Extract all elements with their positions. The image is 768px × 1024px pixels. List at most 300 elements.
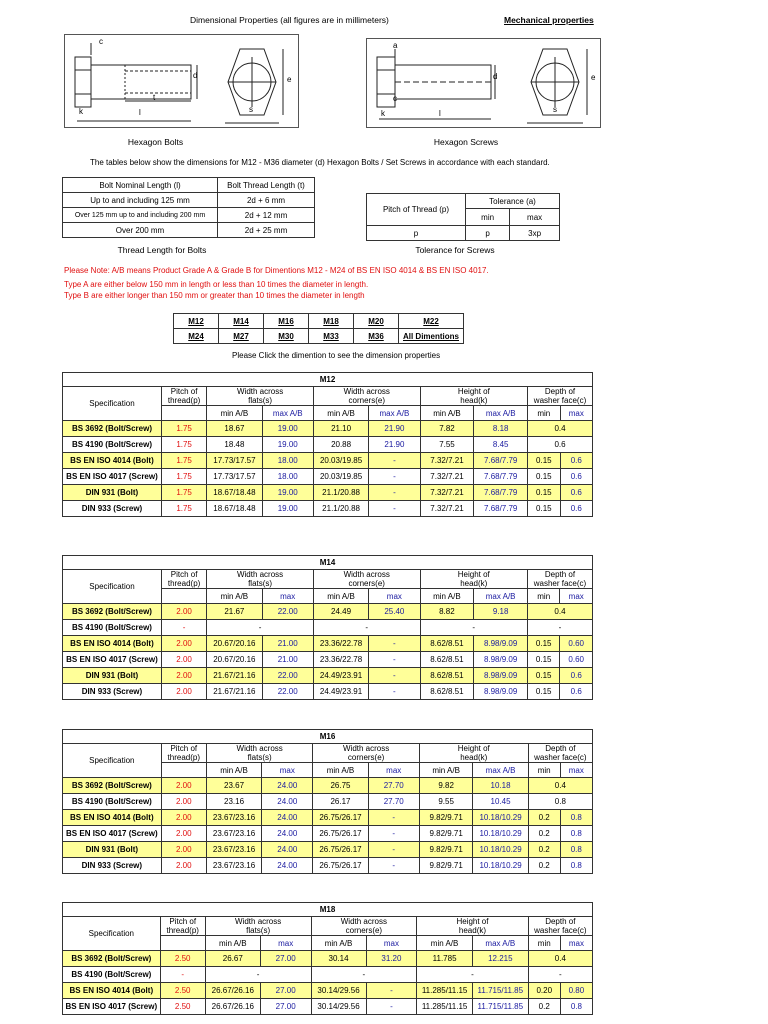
col-subheader: max (366, 936, 417, 951)
height-min: 8.62/8.51 (420, 684, 474, 700)
spec-name[interactable]: DIN 933 (Screw) (63, 501, 162, 517)
label-e: e (287, 75, 292, 84)
dimension-link-m22[interactable]: M22 (399, 314, 464, 329)
width-max: 18.00 (262, 453, 313, 469)
washer-max: 0.6 (560, 485, 592, 501)
col-subheader (161, 589, 206, 604)
corners-max: - (369, 684, 420, 700)
table-row (63, 810, 593, 826)
height-min: 9.82/9.71 (419, 810, 473, 826)
col-header-washer: Depth of washer face(c) (528, 744, 592, 763)
washer-max: 0.6 (560, 469, 592, 485)
label-l: l (139, 108, 141, 117)
washer-max: 0.80 (560, 983, 592, 999)
hexagon-screw-drawing (366, 38, 601, 128)
col-subheader (161, 406, 206, 421)
pitch-value: 1.75 (161, 453, 206, 469)
width-max: 27.00 (260, 951, 311, 967)
dimension-link-m16[interactable]: M16 (264, 314, 309, 329)
col-subheader: min A/B (417, 936, 473, 951)
dimension-link-m33[interactable]: M33 (309, 329, 354, 344)
hexagon-bolt-drawing (64, 34, 299, 128)
washer-min: 0.2 (528, 999, 560, 1015)
col-subheader: min A/B (205, 936, 260, 951)
col-subheader: max (260, 936, 311, 951)
screw-diagram-icon (367, 39, 600, 127)
pitch-value: 2.00 (161, 652, 206, 668)
washer-value: 0.6 (528, 437, 593, 453)
spec-name[interactable]: DIN 933 (Screw) (63, 684, 162, 700)
washer-value: - (528, 967, 592, 983)
table-row (63, 983, 593, 999)
dimension-link-m27[interactable]: M27 (219, 329, 264, 344)
width-min: 26.67/26.16 (205, 983, 260, 999)
corners-min: 26.75/26.17 (313, 858, 368, 874)
col-subheader: max A/B (262, 406, 313, 421)
spec-name[interactable]: BS EN ISO 4014 (Bolt) (63, 453, 162, 469)
height-min: 8.62/8.51 (420, 636, 474, 652)
table-row (63, 437, 593, 453)
dimension-link-m14[interactable]: M14 (219, 314, 264, 329)
table-row (63, 842, 593, 858)
dimension-link-m20[interactable]: M20 (354, 314, 399, 329)
height-min: 11.285/11.15 (417, 983, 473, 999)
spec-name[interactable]: DIN 931 (Bolt) (63, 668, 162, 684)
col-header-height: Height of head(k) (417, 917, 528, 936)
table-row (63, 999, 593, 1015)
corners-max: - (369, 485, 420, 501)
table-cell: Over 125 mm up to and including 200 mm (63, 208, 218, 223)
col-subheader: min A/B (207, 406, 262, 421)
spec-name[interactable]: BS 3692 (Bolt/Screw) (63, 604, 162, 620)
width-max: 24.00 (262, 842, 313, 858)
washer-value: 0.4 (527, 604, 592, 620)
height-max: 10.18/10.29 (473, 858, 528, 874)
height-max: 7.68/7.79 (474, 501, 528, 517)
spec-name[interactable]: BS EN ISO 4014 (Bolt) (63, 983, 161, 999)
col-subheader: min A/B (313, 406, 368, 421)
height-min: 9.82/9.71 (419, 842, 473, 858)
spec-table-m16 (62, 729, 593, 874)
height-min: 7.55 (420, 437, 474, 453)
spec-table-m18 (62, 902, 593, 1015)
pitch-value: 2.50 (160, 999, 205, 1015)
washer-value: 0.4 (528, 951, 592, 967)
col-header-spec: Specification (63, 570, 162, 604)
height-max: 11.715/11.85 (472, 999, 528, 1015)
spec-table-m14 (62, 555, 593, 700)
pitch-value: 1.75 (161, 501, 206, 517)
corners-max: - (368, 842, 419, 858)
spec-name[interactable]: BS 4190 (Bolt/Screw) (63, 967, 161, 983)
corners-min: 24.49/23.91 (313, 668, 368, 684)
width-max: 19.00 (262, 437, 313, 453)
corners-max: 21.90 (369, 421, 420, 437)
washer-min: 0.15 (527, 668, 559, 684)
pitch-value: 2.00 (161, 778, 206, 794)
width-max: 22.00 (262, 604, 313, 620)
label-l: l (439, 109, 441, 118)
width-max: 27.00 (260, 983, 311, 999)
spec-name[interactable]: DIN 931 (Bolt) (63, 485, 162, 501)
col-header-washer: Depth of washer face(c) (528, 387, 593, 406)
table-cell: Up to and including 125 mm (63, 193, 218, 208)
bolt-caption: Hexagon Bolts (127, 137, 184, 147)
pitch-value: 2.50 (160, 983, 205, 999)
height-max: 10.45 (473, 794, 528, 810)
dimension-link-m30[interactable]: M30 (264, 329, 309, 344)
col-header-height: Height of head(k) (420, 387, 527, 406)
height-max: 10.18/10.29 (473, 810, 528, 826)
table-title: M18 (63, 903, 593, 917)
table-cell: 2d + 6 mm (218, 193, 315, 208)
label-s: s (553, 105, 557, 114)
corners-max: - (368, 826, 419, 842)
table-row (63, 951, 593, 967)
table-row (63, 794, 593, 810)
table-cell: 2d + 12 mm (218, 208, 315, 223)
dimension-link-all-dimentions[interactable]: All Dimentions (399, 329, 464, 344)
corners-max: - (368, 810, 419, 826)
pitch-value: 1.75 (161, 469, 206, 485)
width-min: 20.67/20.16 (207, 652, 262, 668)
corners-max: - (369, 636, 420, 652)
washer-max: 0.6 (560, 501, 592, 517)
height-min: 8.62/8.51 (420, 652, 474, 668)
washer-max: 0.6 (560, 684, 593, 700)
table-cell: 3xp (510, 226, 560, 241)
height-max: 7.68/7.79 (474, 453, 528, 469)
mechanical-properties-link[interactable]: Mechanical properties (504, 15, 594, 25)
table-cell: p (367, 226, 466, 241)
height-max: 10.18/10.29 (473, 826, 528, 842)
col-header-corners: Width across corners(e) (313, 387, 420, 406)
col-header: Bolt Thread Length (t) (218, 178, 315, 193)
washer-max: 0.60 (560, 652, 593, 668)
table-row (63, 485, 593, 501)
spec-name[interactable]: BS 4190 (Bolt/Screw) (63, 437, 162, 453)
corners-min: 20.03/19.85 (313, 453, 368, 469)
col-subheader: max A/B (474, 406, 528, 421)
width-min: 18.67/18.48 (207, 485, 262, 501)
width-max: 21.00 (262, 652, 313, 668)
label-d: d (193, 71, 198, 80)
pitch-value: 2.00 (161, 826, 206, 842)
table-row (63, 636, 593, 652)
washer-min: 0.15 (528, 501, 560, 517)
col-header: Pitch of Thread (p) (367, 194, 466, 226)
height-max: 10.18 (473, 778, 528, 794)
col-header-width: Width across flats(s) (205, 917, 311, 936)
washer-value: 0.8 (528, 794, 592, 810)
corners-value: - (311, 967, 417, 983)
height-min: 8.82 (420, 604, 474, 620)
note-type-b: Type B are either longer than 150 mm or greater than 10 times the diameter in length (64, 291, 365, 300)
thread-length-caption: Thread Length for Bolts (117, 245, 207, 255)
height-min: 7.82 (420, 421, 474, 437)
col-header-height: Height of head(k) (419, 744, 528, 763)
pitch-value: 2.00 (161, 684, 206, 700)
col-subheader: min A/B (311, 936, 366, 951)
col-subheader: max (369, 589, 420, 604)
col-header-pitch: Pitch of thread(p) (161, 387, 206, 406)
label-d: d (493, 72, 498, 81)
width-min: 26.67 (205, 951, 260, 967)
washer-min: 0.15 (527, 652, 559, 668)
col-subheader: max A/B (369, 406, 420, 421)
col-subheader: max (262, 763, 313, 778)
corners-min: 20.88 (313, 437, 368, 453)
dimension-link-m18[interactable]: M18 (309, 314, 354, 329)
pitch-value: 2.00 (161, 636, 206, 652)
col-subheader: min A/B (207, 589, 262, 604)
col-header-width: Width across flats(s) (207, 387, 314, 406)
col-subheader: min A/B (420, 589, 474, 604)
thread-length-table (62, 177, 315, 238)
height-value: - (417, 967, 528, 983)
table-row (63, 604, 593, 620)
height-min: 8.62/8.51 (420, 668, 474, 684)
table-title: M12 (63, 373, 593, 387)
label-k: k (381, 109, 385, 118)
width-max: 24.00 (262, 810, 313, 826)
dimension-link-m36[interactable]: M36 (354, 329, 399, 344)
table-row (63, 652, 593, 668)
corners-min: 30.14/29.56 (311, 983, 366, 999)
washer-min: 0.15 (528, 453, 560, 469)
col-header-washer: Depth of washer face(c) (528, 917, 592, 936)
corners-min: 23.36/22.78 (313, 652, 368, 668)
height-min: 7.32/7.21 (420, 485, 474, 501)
label-s: s (249, 105, 253, 114)
width-max: 19.00 (262, 485, 313, 501)
washer-max: 0.60 (560, 636, 593, 652)
col-header-corners: Width across corners(e) (313, 570, 420, 589)
width-max: 24.00 (262, 858, 313, 874)
width-min: 18.67 (207, 421, 262, 437)
col-subheader: max A/B (474, 589, 528, 604)
label-a: a (393, 41, 398, 50)
corners-max: - (369, 668, 420, 684)
corners-min: 24.49 (313, 604, 368, 620)
washer-min: 0.2 (528, 826, 560, 842)
pitch-value: 1.75 (161, 421, 206, 437)
washer-min: 0.15 (527, 636, 559, 652)
table-row (63, 826, 593, 842)
width-min: 21.67 (207, 604, 262, 620)
col-subheader (160, 936, 205, 951)
col-header-width: Width across flats(s) (207, 570, 314, 589)
pitch-value: 2.00 (161, 794, 206, 810)
height-min: 9.55 (419, 794, 473, 810)
width-min: 23.67/23.16 (206, 826, 261, 842)
col-header-corners: Width across corners(e) (313, 744, 419, 763)
width-max: 24.00 (262, 826, 313, 842)
washer-max: 0.6 (560, 453, 592, 469)
height-min: 7.32/7.21 (420, 453, 474, 469)
washer-min: 0.15 (528, 469, 560, 485)
col-subheader: max (262, 589, 313, 604)
height-max: 7.68/7.79 (474, 485, 528, 501)
corners-max: 21.90 (369, 437, 420, 453)
label-k: k (79, 107, 83, 116)
washer-max: 0.6 (560, 668, 593, 684)
corners-max: 25.40 (369, 604, 420, 620)
intro-text: The tables below show the dimensions for M12 - M36 diameter (d) Hexagon Bolts / Set Screws in accordance with each standard. (90, 158, 550, 167)
corners-min: 26.17 (313, 794, 368, 810)
corners-min: 26.75/26.17 (313, 810, 368, 826)
table-cell: p (466, 226, 510, 241)
height-min: 11.285/11.15 (417, 999, 473, 1015)
corners-max: 27.70 (368, 778, 419, 794)
width-max: 22.00 (262, 684, 313, 700)
col-subheader: max (560, 589, 593, 604)
spec-name[interactable]: BS EN ISO 4017 (Screw) (63, 826, 162, 842)
height-min: 7.32/7.21 (420, 469, 474, 485)
dimension-nav (173, 313, 464, 344)
table-row (63, 778, 593, 794)
col-subheader: max A/B (472, 936, 528, 951)
corners-max: - (368, 858, 419, 874)
height-min: 11.785 (417, 951, 473, 967)
corners-min: 21.1/20.88 (313, 501, 368, 517)
table-row (63, 620, 593, 636)
col-header-pitch: Pitch of thread(p) (161, 570, 206, 589)
washer-max: 0.8 (560, 810, 592, 826)
pitch-value: 1.75 (161, 485, 206, 501)
pitch-value: 2.50 (160, 951, 205, 967)
spec-name[interactable]: BS EN ISO 4014 (Bolt) (63, 810, 162, 826)
col-header-pitch: Pitch of thread(p) (160, 917, 205, 936)
col-subheader: max A/B (473, 763, 528, 778)
height-max: 8.45 (474, 437, 528, 453)
col-header-pitch: Pitch of thread(p) (161, 744, 206, 763)
col-header-corners: Width across corners(e) (311, 917, 417, 936)
height-max: 11.715/11.85 (472, 983, 528, 999)
width-max: 22.00 (262, 668, 313, 684)
corners-min: 21.1/20.88 (313, 485, 368, 501)
spec-name[interactable]: BS 3692 (Bolt/Screw) (63, 951, 161, 967)
corners-max: - (366, 999, 417, 1015)
col-header-height: Height of head(k) (420, 570, 527, 589)
spec-name[interactable]: BS EN ISO 4017 (Screw) (63, 469, 162, 485)
spec-name[interactable]: DIN 931 (Bolt) (63, 842, 162, 858)
spec-name[interactable]: BS 3692 (Bolt/Screw) (63, 421, 162, 437)
dimension-link-m12[interactable]: M12 (174, 314, 219, 329)
height-max: 9.18 (474, 604, 528, 620)
washer-min: 0.2 (528, 842, 560, 858)
washer-value: 0.4 (528, 778, 592, 794)
col-header-spec: Specification (63, 917, 161, 951)
col-header: Bolt Nominal Length (l) (63, 178, 218, 193)
corners-value: - (313, 620, 420, 636)
table-title: M14 (63, 556, 593, 570)
width-min: 17.73/17.57 (207, 453, 262, 469)
width-min: 23.67/23.16 (206, 810, 261, 826)
col-subheader: min (527, 589, 559, 604)
col-subheader: min A/B (420, 406, 474, 421)
width-min: 23.67/23.16 (206, 842, 261, 858)
height-max: 8.98/9.09 (474, 684, 528, 700)
note-type-a: Type A are either below 150 mm in length or less than 10 times the diameter in length. (64, 280, 369, 289)
table-row (63, 501, 593, 517)
height-max: 8.98/9.09 (474, 652, 528, 668)
spec-name[interactable]: BS 3692 (Bolt/Screw) (63, 778, 162, 794)
label-e: e (591, 73, 596, 82)
width-max: 24.00 (262, 794, 313, 810)
corners-min: 30.14 (311, 951, 366, 967)
dimension-link-m24[interactable]: M24 (174, 329, 219, 344)
table-cell: 2d + 25 mm (218, 223, 315, 238)
table-cell: Over 200 mm (63, 223, 218, 238)
spec-name[interactable]: DIN 933 (Screw) (63, 858, 162, 874)
spec-name[interactable]: BS 4190 (Bolt/Screw) (63, 794, 162, 810)
col-header: Tolerance (a) (466, 194, 560, 209)
corners-min: 26.75/26.17 (313, 842, 368, 858)
col-header: min (466, 209, 510, 226)
spec-name[interactable]: BS EN ISO 4017 (Screw) (63, 999, 161, 1015)
width-min: 23.67 (206, 778, 261, 794)
height-max: 8.18 (474, 421, 528, 437)
washer-min: 0.15 (527, 684, 559, 700)
col-subheader: min (528, 406, 560, 421)
corners-min: 26.75 (313, 778, 368, 794)
screw-caption: Hexagon Screws (433, 137, 499, 147)
table-row (63, 469, 593, 485)
width-min: 23.67/23.16 (206, 858, 261, 874)
note-grade: Please Note: A/B means Product Grade A & Grade B for Dimentions M12 - M24 of BS EN ISO 4014 & BS EN ISO 4017. (64, 266, 489, 275)
col-subheader: min A/B (419, 763, 473, 778)
tolerance-table (366, 193, 560, 241)
height-value: - (420, 620, 527, 636)
corners-max: - (369, 469, 420, 485)
col-subheader (161, 763, 206, 778)
col-subheader: max (560, 763, 592, 778)
height-max: 7.68/7.79 (474, 469, 528, 485)
width-min: 20.67/20.16 (207, 636, 262, 652)
table-row (63, 967, 593, 983)
corners-max: - (369, 501, 420, 517)
width-min: 23.16 (206, 794, 261, 810)
corners-max: - (366, 983, 417, 999)
label-t: t (153, 93, 156, 102)
washer-min: 0.2 (528, 810, 560, 826)
col-subheader: max (560, 936, 592, 951)
spec-name[interactable]: BS 4190 (Bolt/Screw) (63, 620, 162, 636)
width-min: 21.67/21.16 (207, 668, 262, 684)
height-max: 8.98/9.09 (474, 636, 528, 652)
height-min: 9.82 (419, 778, 473, 794)
col-subheader: min A/B (313, 763, 368, 778)
col-subheader: min A/B (313, 589, 368, 604)
bolt-diagram-icon (65, 35, 298, 127)
height-min: 9.82/9.71 (419, 858, 473, 874)
pitch-value: - (160, 967, 205, 983)
table-title: M16 (63, 730, 593, 744)
pitch-value: 2.00 (161, 858, 206, 874)
label-c: c (99, 37, 103, 46)
width-min: 21.67/21.16 (207, 684, 262, 700)
col-subheader: max (368, 763, 419, 778)
corners-min: 26.75/26.17 (313, 826, 368, 842)
spec-name[interactable]: BS EN ISO 4014 (Bolt) (63, 636, 162, 652)
dimension-instruction: Please Click the dimention to see the dimension properties (232, 351, 441, 360)
height-max: 10.18/10.29 (473, 842, 528, 858)
corners-min: 23.36/22.78 (313, 636, 368, 652)
spec-name[interactable]: BS EN ISO 4017 (Screw) (63, 652, 162, 668)
table-row (63, 453, 593, 469)
col-subheader: min A/B (206, 763, 261, 778)
